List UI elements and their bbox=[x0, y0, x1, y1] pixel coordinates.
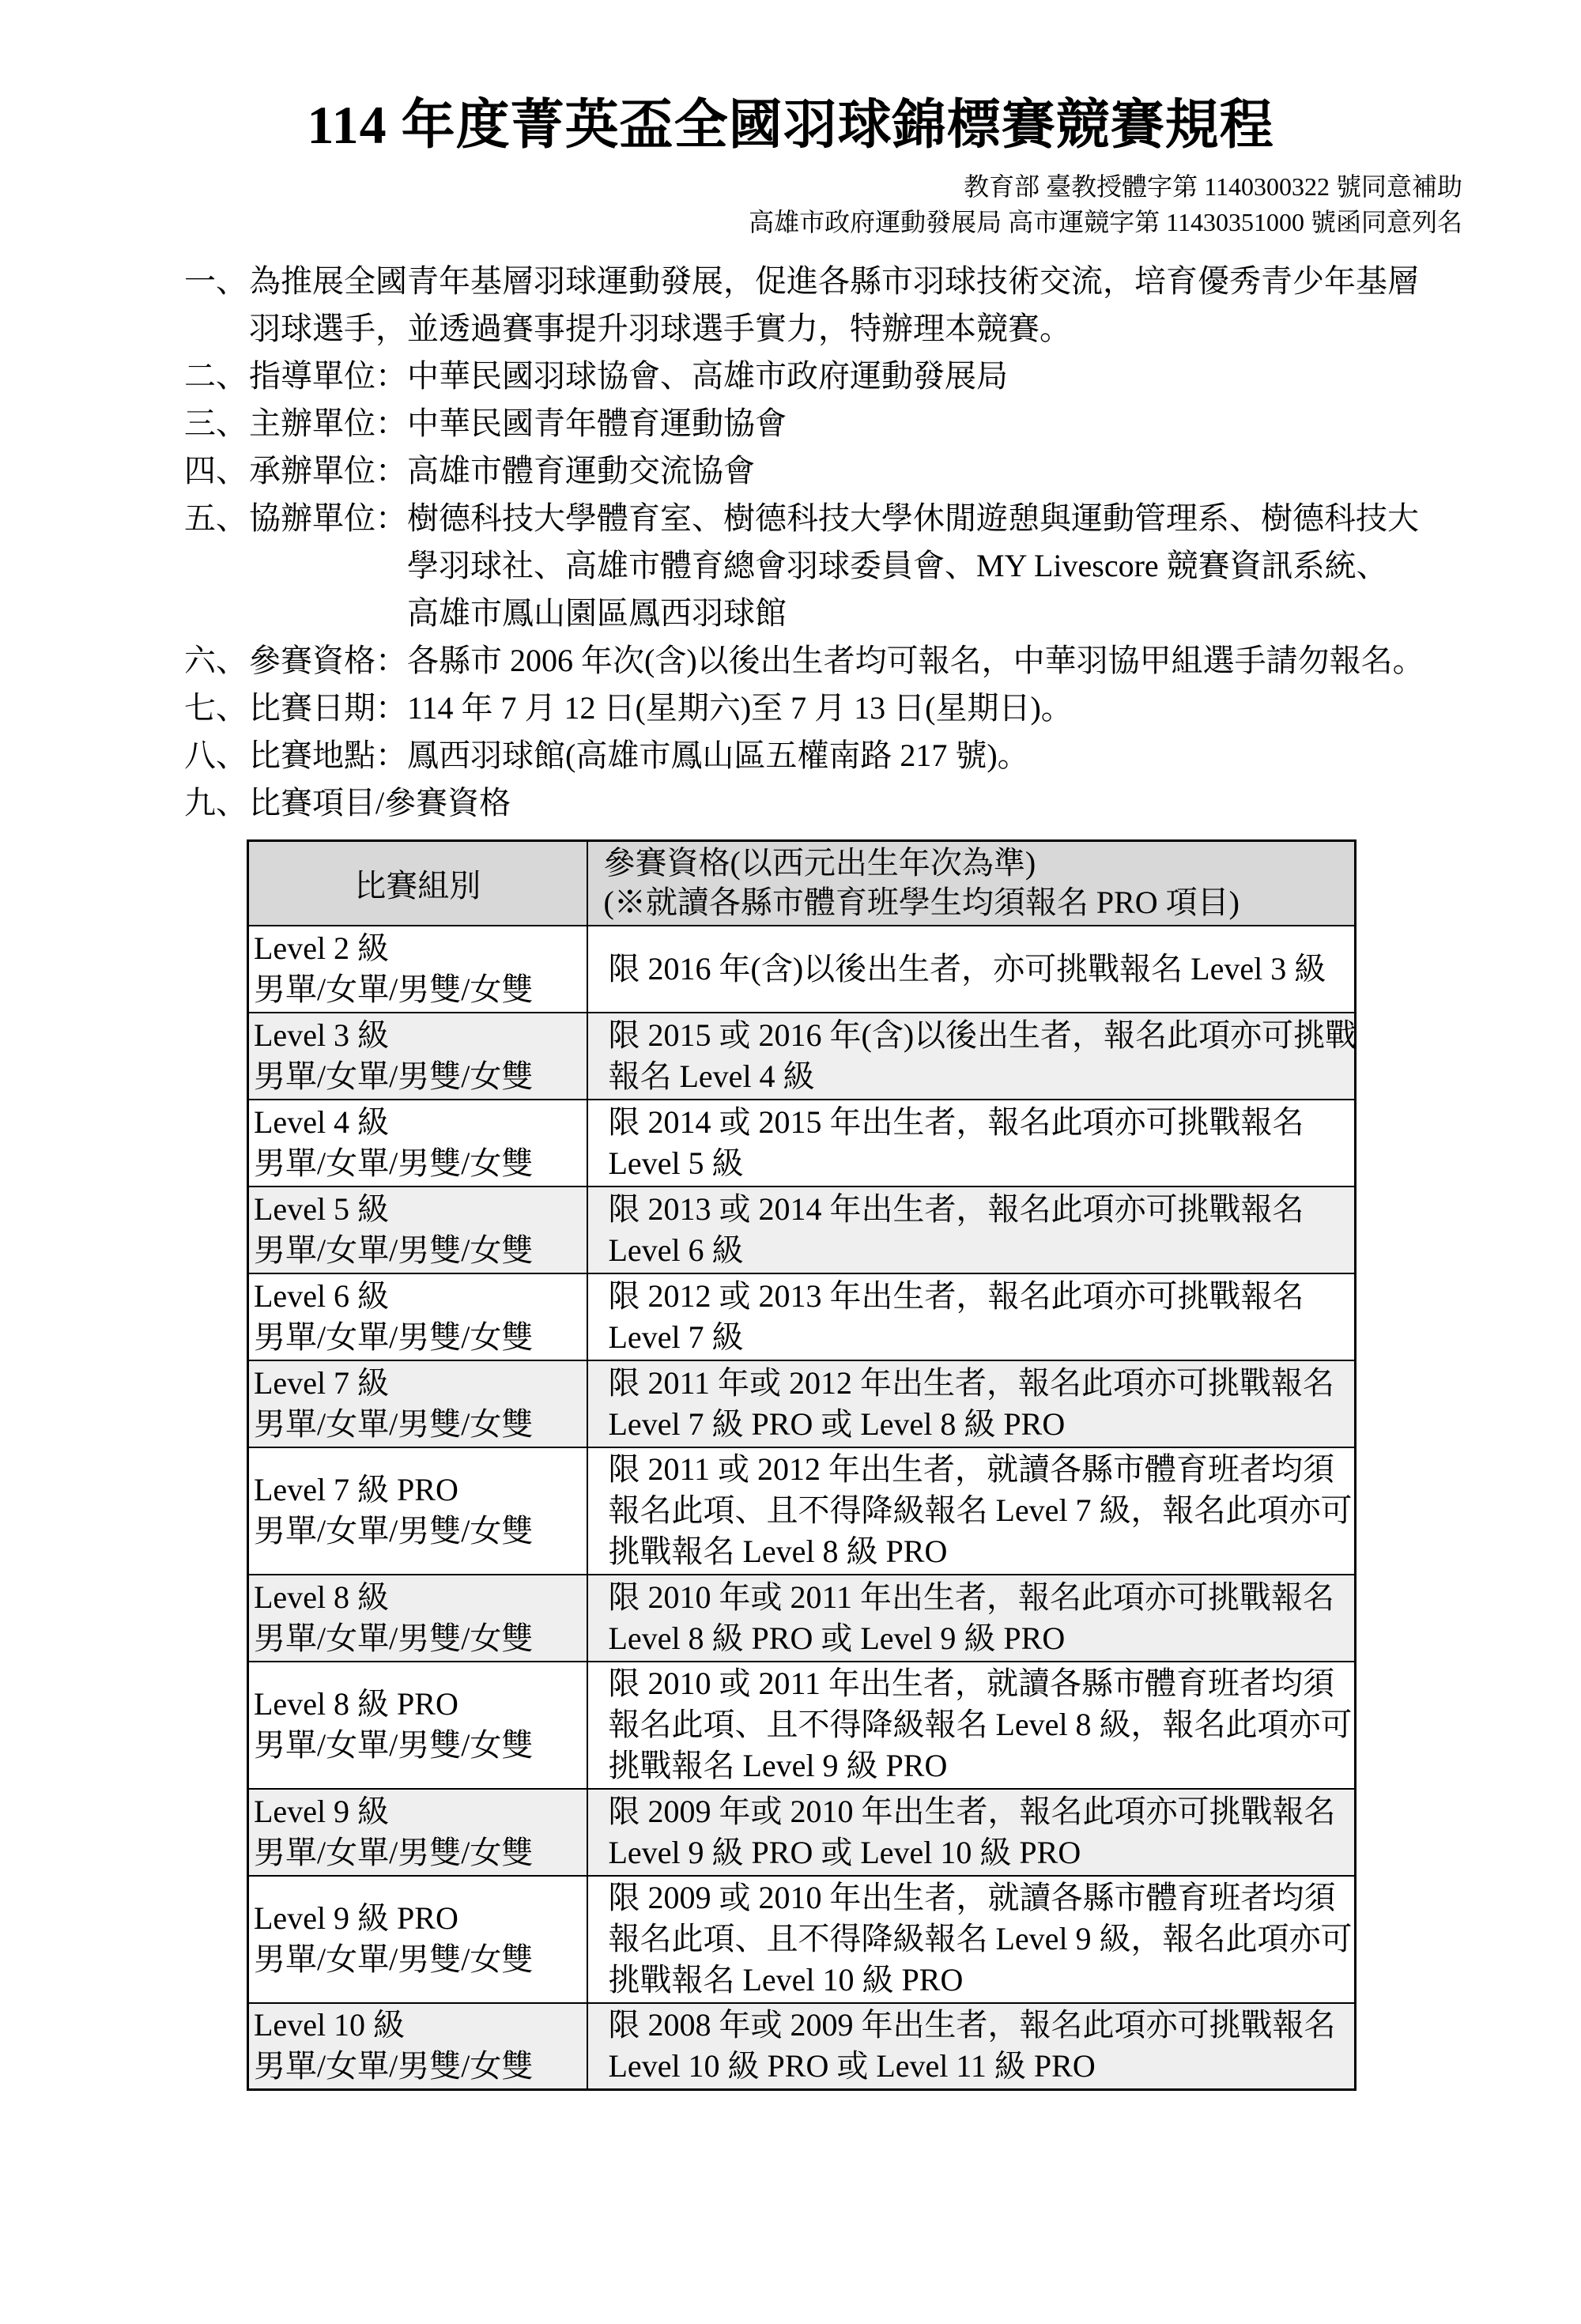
item-text: 比賽項目/參賽資格 bbox=[249, 785, 511, 821]
item-text: 協辦單位：樹德科技大學體育室、樹德科技大學休閒遊憩與運動管理系、樹德科技大 學羽球社、高雄市體育總會羽球委員會、MY Livescore 競賽資訊系統、 高雄市鳳山園區鳳西羽球館 bbox=[249, 500, 1419, 631]
table-row-level-7 bbox=[248, 1360, 1356, 1447]
eligibility-cell: 限 2009 年或 2010 年出生者，報名此項亦可挑戰報名 Level 9 級 PRO 或 Level 10 級 PRO bbox=[587, 1789, 1356, 1876]
events-eligibility-table bbox=[247, 839, 1356, 2091]
item-number: 三、 bbox=[184, 406, 247, 441]
item-number: 二、 bbox=[184, 358, 247, 394]
item-number: 九、 bbox=[184, 785, 247, 821]
table-row-level-8-pro bbox=[248, 1662, 1356, 1789]
table-header-row bbox=[248, 841, 1356, 926]
group-cell: Level 9 級 PRO 男單/女單/男雙/女雙 bbox=[248, 1876, 587, 2003]
group-cell: Level 8 級 PRO 男單/女單/男雙/女雙 bbox=[248, 1662, 587, 1789]
table-row-level-9-pro bbox=[248, 1876, 1356, 2003]
group-cell: Level 2 級 男單/女單/男雙/女雙 bbox=[248, 926, 587, 1013]
header-cell-group: 比賽組別 bbox=[248, 841, 587, 926]
table-row-level-6 bbox=[248, 1273, 1356, 1360]
eligibility-cell: 限 2010 年或 2011 年出生者，報名此項亦可挑戰報名 Level 8 級 PRO 或 Level 9 級 PRO bbox=[587, 1575, 1356, 1662]
eligibility-cell: 限 2010 或 2011 年出生者，就讀各縣市體育班者均須 報名此項、且不得降級報名 Level 8 級，報名此項亦可 挑戰報名 Level 9 級 PRO bbox=[587, 1662, 1356, 1789]
group-cell: Level 3 級 男單/女單/男雙/女雙 bbox=[248, 1013, 587, 1100]
eligibility-cell: 限 2009 或 2010 年出生者，就讀各縣市體育班者均須 報名此項、且不得降級報名 Level 9 級，報名此項亦可 挑戰報名 Level 10 級 PRO bbox=[587, 1876, 1356, 2003]
eligibility-cell: 限 2013 或 2014 年出生者，報名此項亦可挑戰報名 Level 6 級 bbox=[587, 1187, 1356, 1273]
approval-line-moe: 教育部 臺教授體字第 1140300322 號同意補助 bbox=[964, 172, 1462, 201]
item-text: 參賽資格：各縣市 2006 年次(含)以後出生者均可報名，中華羽協甲組選手請勿報名。 bbox=[249, 643, 1424, 678]
regulation-items bbox=[184, 258, 1581, 827]
item-purpose bbox=[184, 258, 1581, 353]
approval-notes bbox=[0, 169, 1462, 240]
table-row-level-3 bbox=[248, 1013, 1356, 1100]
item-venue bbox=[184, 732, 1581, 779]
item-events bbox=[184, 779, 1581, 827]
group-cell: Level 7 級 PRO 男單/女單/男雙/女雙 bbox=[248, 1447, 587, 1575]
item-text: 主辦單位：中華民國青年體育運動協會 bbox=[249, 406, 787, 441]
eligibility-cell: 限 2008 年或 2009 年出生者，報名此項亦可挑戰報名 Level 10 級 PRO 或 Level 11 級 PRO bbox=[587, 2003, 1356, 2090]
approval-line-sports-bureau: 高雄市政府運動發展局 高市運競字第 11430351000 號函同意列名 bbox=[749, 208, 1462, 236]
group-cell: Level 5 級 男單/女單/男雙/女雙 bbox=[248, 1187, 587, 1273]
item-organizer bbox=[184, 400, 1581, 447]
item-co-organizers bbox=[184, 495, 1581, 637]
item-undertaker bbox=[184, 447, 1581, 495]
item-number: 一、 bbox=[184, 263, 247, 299]
item-text: 為推展全國青年基層羽球運動發展，促進各縣市羽球技術交流，培育優秀青少年基層 羽球選手，並透過賽事提升羽球選手實力，特辦理本競賽。 bbox=[249, 263, 1419, 346]
table-row-level-2 bbox=[248, 926, 1356, 1013]
group-cell: Level 9 級 男單/女單/男雙/女雙 bbox=[248, 1789, 587, 1876]
group-cell: Level 7 級 男單/女單/男雙/女雙 bbox=[248, 1360, 587, 1447]
item-text: 比賽日期：114 年 7 月 12 日(星期六)至 7 月 13 日(星期日)。 bbox=[249, 690, 1073, 726]
eligibility-cell: 限 2015 或 2016 年(含)以後出生者，報名此項亦可挑戰 報名 Level 4 級 bbox=[587, 1013, 1356, 1100]
group-cell: Level 10 級 男單/女單/男雙/女雙 bbox=[248, 2003, 587, 2090]
table-row-level-5 bbox=[248, 1187, 1356, 1273]
item-number: 四、 bbox=[184, 453, 247, 489]
item-advising-unit bbox=[184, 353, 1581, 400]
group-cell: Level 8 級 男單/女單/男雙/女雙 bbox=[248, 1575, 587, 1662]
document-page bbox=[0, 89, 1581, 2324]
header-cell-eligibility: 參賽資格(以西元出生年次為準) (※就讀各縣市體育班學生均須報名 PRO 項目) bbox=[587, 841, 1356, 926]
eligibility-cell: 限 2011 或 2012 年出生者，就讀各縣市體育班者均須 報名此項、且不得降級報名 Level 7 級，報名此項亦可 挑戰報名 Level 8 級 PRO bbox=[587, 1447, 1356, 1575]
table-row-level-9 bbox=[248, 1789, 1356, 1876]
eligibility-cell: 限 2014 或 2015 年出生者，報名此項亦可挑戰報名 Level 5 級 bbox=[587, 1100, 1356, 1187]
eligibility-cell: 限 2016 年(含)以後出生者，亦可挑戰報名 Level 3 級 bbox=[587, 926, 1356, 1013]
table-row-level-4 bbox=[248, 1100, 1356, 1187]
item-text: 承辦單位：高雄市體育運動交流協會 bbox=[249, 453, 755, 489]
eligibility-cell: 限 2011 年或 2012 年出生者，報名此項亦可挑戰報名 Level 7 級 PRO 或 Level 8 級 PRO bbox=[587, 1360, 1356, 1447]
eligibility-cell: 限 2012 或 2013 年出生者，報名此項亦可挑戰報名 Level 7 級 bbox=[587, 1273, 1356, 1360]
item-text: 比賽地點：鳳西羽球館(高雄市鳳山區五權南路 217 號)。 bbox=[249, 738, 1029, 773]
table-row-level-10 bbox=[248, 2003, 1356, 2090]
item-eligibility bbox=[184, 637, 1581, 685]
item-dates bbox=[184, 685, 1581, 732]
table-row-level-8 bbox=[248, 1575, 1356, 1662]
item-number: 五、 bbox=[184, 500, 247, 536]
group-cell: Level 4 級 男單/女單/男雙/女雙 bbox=[248, 1100, 587, 1187]
group-cell: Level 6 級 男單/女單/男雙/女雙 bbox=[248, 1273, 587, 1360]
item-number: 八、 bbox=[184, 738, 247, 773]
table-row-level-7-pro bbox=[248, 1447, 1356, 1575]
page-title: 114 年度菁英盃全國羽球錦標賽競賽規程 bbox=[307, 95, 1274, 155]
item-text: 指導單位：中華民國羽球協會、高雄市政府運動發展局 bbox=[249, 358, 1008, 394]
item-number: 六、 bbox=[184, 643, 247, 678]
item-number: 七、 bbox=[184, 690, 247, 726]
